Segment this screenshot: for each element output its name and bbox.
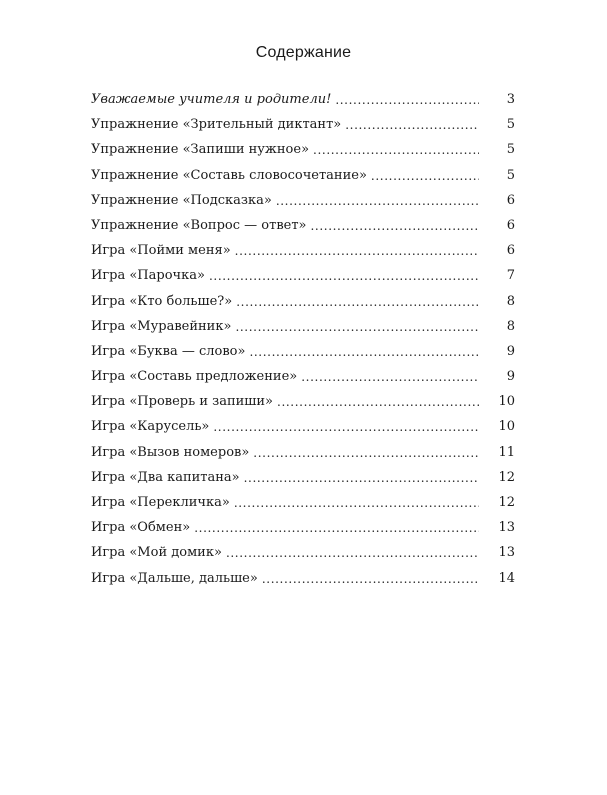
- toc-page-number: 10: [498, 394, 515, 410]
- toc-entry: [91, 142, 515, 167]
- dot-leader: [194, 521, 479, 534]
- toc-page-number: 3: [506, 92, 515, 107]
- toc-entry-title: Уважаемые учителя и родители!: [91, 92, 332, 107]
- dot-leader: [345, 118, 479, 131]
- toc-entry: [91, 419, 515, 444]
- toc-page-number: 13: [498, 520, 515, 536]
- toc-page-number: 8: [506, 293, 515, 309]
- dot-leader: [335, 93, 479, 106]
- toc-entry-title: Игра «Составь предложение»: [91, 369, 298, 385]
- toc-entry: [91, 394, 515, 419]
- toc-entry-title: Игра «Карусель»: [91, 419, 210, 435]
- toc-entry-title: Игра «Муравейник»: [91, 318, 232, 334]
- dot-leader: [313, 143, 479, 156]
- toc-entry-title: Игра «Мой домик»: [91, 545, 222, 561]
- toc-entry-title: Игра «Перекличка»: [91, 495, 230, 510]
- toc-entry-title: Игра «Два капитана»: [91, 469, 240, 485]
- toc-entry: [91, 294, 515, 319]
- toc-entry: [91, 193, 515, 218]
- page-title: Содержание: [255, 44, 352, 61]
- toc-page-number: 9: [506, 369, 515, 385]
- dot-leader: [235, 244, 479, 257]
- toc-entry-title: Игра «Обмен»: [91, 520, 191, 536]
- dot-leader: [310, 219, 479, 232]
- toc-page-number: 9: [506, 343, 515, 359]
- toc-page-number: 12: [498, 495, 515, 510]
- dot-leader: [276, 194, 479, 207]
- dot-leader: [253, 446, 479, 459]
- toc-page-number: 5: [506, 117, 515, 133]
- toc-page-number: 6: [506, 217, 515, 233]
- dot-leader: [209, 269, 479, 282]
- toc-entry: [91, 319, 515, 344]
- toc-page-number: 10: [498, 419, 515, 435]
- toc-entry: [91, 470, 515, 495]
- dot-leader: [301, 370, 479, 383]
- dot-leader: [226, 546, 479, 559]
- toc-entry: [91, 92, 515, 117]
- dot-leader: [244, 471, 479, 484]
- toc-entry: [91, 369, 515, 394]
- dot-leader: [371, 169, 479, 182]
- toc-entry: [91, 268, 515, 293]
- toc-page-number: 8: [506, 318, 515, 334]
- table-of-contents: [91, 92, 515, 596]
- toc-entry-title: Игра «Кто больше?»: [91, 293, 233, 309]
- toc-entry: [91, 218, 515, 243]
- toc-page-number: 14: [498, 570, 515, 586]
- toc-entry-title: Упражнение «Запиши нужное»: [91, 142, 310, 158]
- dot-leader: [277, 395, 479, 408]
- dot-leader: [234, 496, 479, 509]
- toc-entry-title: Игра «Вызов номеров»: [91, 444, 250, 460]
- toc-entry-title: Игра «Буква — слово»: [91, 343, 246, 359]
- toc-page-number: 5: [506, 167, 515, 183]
- toc-entry-title: Упражнение «Составь словосочетание»: [91, 167, 367, 183]
- toc-entry: [91, 117, 515, 142]
- toc-entry: [91, 445, 515, 470]
- toc-entry: [91, 495, 515, 520]
- toc-entry-title: Упражнение «Вопрос — ответ»: [91, 217, 307, 233]
- toc-page-number: 12: [498, 469, 515, 485]
- toc-entry: [91, 168, 515, 193]
- toc-entry: [91, 545, 515, 570]
- dot-leader: [262, 572, 479, 585]
- toc-entry: [91, 243, 515, 268]
- toc-entry-title: Игра «Парочка»: [91, 268, 205, 284]
- toc-entry-title: Упражнение «Зрительный диктант»: [91, 117, 342, 133]
- toc-entry: [91, 344, 515, 369]
- toc-page-number: 6: [506, 243, 515, 259]
- toc-page-number: 11: [498, 444, 515, 460]
- dot-leader: [213, 420, 479, 433]
- toc-entry-title: Игра «Проверь и запиши»: [91, 394, 274, 410]
- dot-leader: [249, 345, 479, 358]
- dot-leader: [235, 320, 479, 333]
- toc-entry-title: Игра «Дальше, дальше»: [91, 570, 258, 586]
- toc-page-number: 7: [506, 268, 515, 284]
- toc-page-number: 6: [506, 192, 515, 208]
- toc-page-number: 5: [506, 142, 515, 158]
- toc-entry: [91, 571, 515, 596]
- toc-entry-title: Игра «Пойми меня»: [91, 243, 231, 259]
- toc-entry-title: Упражнение «Подсказка»: [91, 192, 272, 208]
- toc-entry: [91, 520, 515, 545]
- dot-leader: [236, 295, 479, 308]
- toc-page-number: 13: [498, 545, 515, 561]
